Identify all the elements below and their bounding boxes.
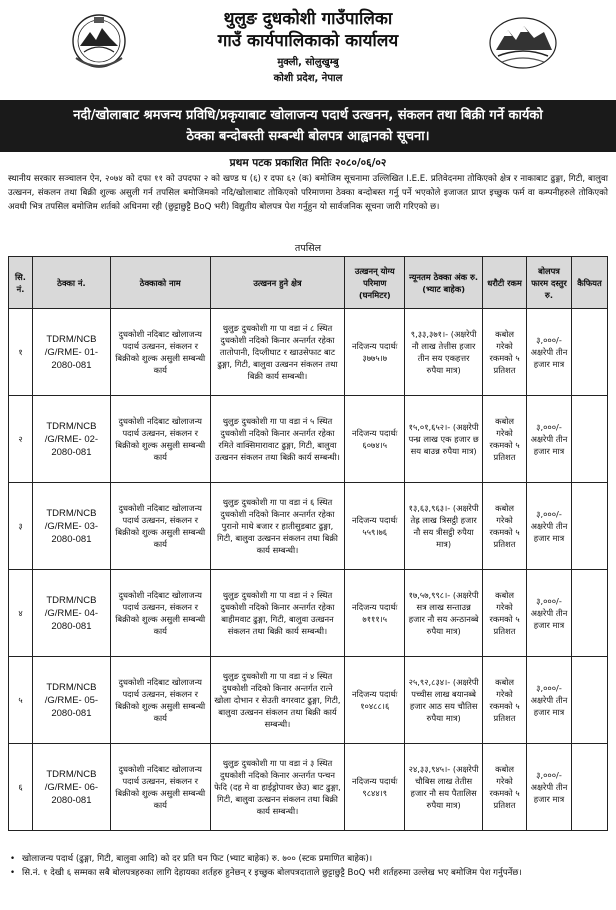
row-form-fee: ३,०००/- अक्षरेपी तीन हजार मात्र (527, 570, 572, 657)
row-area: थुलुङ दुधकोशी गा पा वडा नं २ स्थित दुधकोशी नदिको किनार अन्तर्गत रहेका बाहीमवाट ढुङ्गा, गिटी, बालुवा उत्खनन संकलन तथा बिक्री कार्य सम्बन्धी। (210, 570, 345, 657)
row-remarks (571, 309, 607, 396)
row-contract-no: TDRM/NCB /G/RME- 05-2080-081 (32, 657, 110, 744)
row-sn: ६ (9, 744, 33, 831)
header-remarks: कैफियत (571, 257, 607, 309)
row-min-amount: २५,९२,८३४।- (अक्षरेपी पच्चीस लाख बयानब्बे हजार आठ सय चौतिस रुपैया मात्र) (405, 657, 483, 744)
row-area: थुलुङ दुधकोशी गा पा वडा नं ३ स्थित दुधकोशी नदिको किनार अन्तर्गत पन्चन फेदि (दह मे वा हाईड्रोपावर छेउ) बाट ढुङ्गा, गिटी, बालुवा उत्खनन संकलन तथा बिक्री कार्य सम्बन्धी। (210, 744, 345, 831)
header-contract-name: ठेक्काको नाम (110, 257, 210, 309)
publication-date: प्रथम पटक प्रकाशित मितिः २०८०/०६/०२ (229, 157, 387, 169)
header-deposit: धरौटी रकम (483, 257, 527, 309)
contracts-table (8, 256, 608, 831)
row-min-amount: ९,३३,३७१।- (अक्षरेपी नौ लाख तेत्तीस हजार तीन सय एकहत्तर रुपैया मात्र) (405, 309, 483, 396)
schedule-label: तपसिल (294, 243, 322, 254)
row-quantity: नदिजन्य पदार्थः १०४८८।६ (345, 657, 405, 744)
row-form-fee: ३,०००/- अक्षरेपी तीन हजार मात्र (527, 309, 572, 396)
note-item: • सि.नं. १ देखी ६ सम्मका सबै बोलपत्रहरुका लागि देहायका शर्तहरु हुनेछन् र इच्छुक बोलपत्रदाताले छुट्टाछुट्टै BoQ भरी शर्तहरुमा उल्लेख भए बमोजिम पेश गर्नुपर्नेछ। (8, 866, 608, 880)
row-remarks (571, 396, 607, 483)
row-remarks (571, 570, 607, 657)
row-min-amount: २४,३३,९४५।- (अक्षरेपी चौबिस लाख तेतीस हजार नौ सय पैतालिस रुपैया मात्र) (405, 744, 483, 831)
row-area: थुलुङ दुधकोशी गा पा वडा नं ४ स्थित दुधकोशी नदिको किनार अन्तर्गत रात्ने खोला दोभान र सेउती वगरवाट ढुङ्गा, गिटी, बालुवा उत्खनन संकलन तथा बिक्री कार्य सम्बन्धी। (210, 657, 345, 744)
header-sn: सि. नं. (9, 257, 33, 309)
row-remarks (571, 483, 607, 570)
row-remarks (571, 744, 607, 831)
letterhead (0, 0, 616, 100)
row-quantity: नदिजन्य पदार्थः ७१११।५ (345, 570, 405, 657)
row-area: थुलुङ दुधकोशी गा पा वडा नं ५ स्थित दुधकोशी नदिको किनार अन्तर्गत रहेका रमिते वाक्सिमारावाट ढुङ्गा, गिटी, बालुवा उत्खनन संकलन तथा बिक्री कार्य सम्बन्धी। (210, 396, 345, 483)
row-deposit: कबोल गरेको रकमको ५ प्रतिशत (483, 744, 527, 831)
row-contract-name: दुधकोशी नदिबाट खोलाजन्य पदार्थ उत्खनन, संकलन र बिक्रीको शुल्क असुली सम्बन्धी कार्य (110, 396, 210, 483)
row-deposit: कबोल गरेको रकमको ५ प्रतिशत (483, 309, 527, 396)
row-contract-name: दुधकोशी नदिबाट खोलाजन्य पदार्थ उत्खनन, संकलन र बिक्रीको शुल्क असुली सम्बन्धी कार्य (110, 657, 210, 744)
header-min-amount: न्यूनतम ठेक्का अंक रु. (भ्याट बाहेक) (405, 257, 483, 309)
header-form-fee: बोलपत्र फारम दस्तुर रु. (527, 257, 572, 309)
row-contract-no: TDRM/NCB /G/RME- 03-2080-081 (32, 483, 110, 570)
row-contract-name: दुधकोशी नदिबाट खोलाजन्य पदार्थ उत्खनन, संकलन र बिक्रीको शुल्क असुली सम्बन्धी कार्य (110, 309, 210, 396)
row-min-amount: १७,५७,९९८।- (अक्षरेपी सत्र लाख सन्ताउन्न हजार नौ सय अन्ठानब्बे रुपैया मात्र) (405, 570, 483, 657)
table-row (9, 570, 608, 657)
table-row (9, 396, 608, 483)
row-quantity: नदिजन्य पदार्थः ६०७४।५ (345, 396, 405, 483)
intro-paragraph: स्थानीय सरकार सञ्चालन ऐन, २०७४ को दफा ११ को उपदफा २ को खण्ड घ (६) र दफा ६२ (क) बमोजिम सूचनामा उल्लिखित I.E.E. प्रतिवेदनमा तोकिएको क्षेत्र र नाकाबाट ढुङ्गा, गिटी, बालुवा उत्खनन, संकलन तथा बिक्री शुल्क असुली गर्न तपसिल बमोजिमको नदि/खोलाबाट तोकिएको परिमाणमा ठेक्का बन्दोबस्त गर्नु पर्ने भएकोले इजाजत प्राप्त इच्छुक फर्म वा कम्पनीहरुले तोकिएको अवधी भित्र तपसिल बमोजिम शर्तको अधिनमा रही (छुट्टाछुट्टै BoQ भरी) विद्युतीय बोलपत्र पेश गर्नुहुन यो सार्वजनिक सूचना जारी गरिएको छ। (8, 174, 608, 212)
row-area: थुलुङ दुधकोशी गा पा वडा नं ६ स्थित दुधकोशी नदिको किनार अन्तर्गत रहेका पुरानो माथे बजार र हातीसुडबाट ढुङ्गा, गिटी, बालुवा उत्खनन संकलन तथा बिक्री कार्य सम्बन्धी। (210, 483, 345, 570)
row-form-fee: ३,०००/- अक्षरेपी तीन हजार मात्र (527, 657, 572, 744)
notice-title-line1: नदी/खोलाबाट श्रमजन्य प्रविधि/प्रकृयाबाट खोलाजन्य पदार्थ उत्खनन, संकलन तथा बिक्री गर्ने कार्यको (73, 108, 543, 123)
row-contract-name: दुधकोशी नदिबाट खोलाजन्य पदार्थ उत्खनन, संकलन र बिक्रीको शुल्क असुली सम्बन्धी कार्य (110, 744, 210, 831)
row-form-fee: ३,०००/- अक्षरेपी तीन हजार मात्र (527, 396, 572, 483)
row-min-amount: १३,६३,९६३।- (अक्षरेपी तेह्र लाख त्रिसट्ठी हजार नौ सय त्रीसट्ठी रुपैया मात्र) (405, 483, 483, 570)
header-contract-no: ठेक्का नं. (32, 257, 110, 309)
table-row (9, 744, 608, 831)
row-min-amount: १५,०१,६५२।- (अक्षरेपी पन्ध्र लाख एक हजार छ सय बाउन्न रुपैया मात्र) (405, 396, 483, 483)
office-name: गाउँ कार्यपालिकाको कार्यालय (217, 31, 399, 51)
table-row (9, 483, 608, 570)
row-remarks (571, 657, 607, 744)
row-form-fee: ३,०००/- अक्षरेपी तीन हजार मात्र (527, 744, 572, 831)
row-quantity: नदिजन्य पदार्थः ९८४४।९ (345, 744, 405, 831)
row-deposit: कबोल गरेको रकमको ५ प्रतिशत (483, 483, 527, 570)
row-contract-name: दुधकोशी नदिबाट खोलाजन्य पदार्थ उत्खनन, संकलन र बिक्रीको शुल्क असुली सम्बन्धी कार्य (110, 570, 210, 657)
table-row (9, 309, 608, 396)
office-address: मुक्ली, सोलुखुम्बु (277, 57, 339, 68)
header-area: उत्खनन हुने क्षेत्र (210, 257, 345, 309)
row-contract-no: TDRM/NCB /G/RME- 06-2080-081 (32, 744, 110, 831)
row-contract-no: TDRM/NCB /G/RME- 04-2080-081 (32, 570, 110, 657)
municipality-name: थुलुङ दुधकोशी गाउँपालिका (223, 9, 393, 29)
notes-section (8, 852, 608, 880)
province-name: कोशी प्रदेश, नेपाल (273, 73, 343, 84)
row-sn: २ (9, 396, 33, 483)
notice-title-line2: ठेक्का बन्दोबस्ती सम्बन्धी बोलपत्र आह्वानको सूचना। (186, 129, 430, 144)
municipality-logo-icon (488, 16, 558, 70)
row-contract-no: TDRM/NCB /G/RME- 01-2080-081 (32, 309, 110, 396)
row-quantity: नदिजन्य पदार्थः ३७७५।७ (345, 309, 405, 396)
row-sn: ४ (9, 570, 33, 657)
table-row (9, 657, 608, 744)
row-deposit: कबोल गरेको रकमको ५ प्रतिशत (483, 570, 527, 657)
row-contract-no: TDRM/NCB /G/RME- 02-2080-081 (32, 396, 110, 483)
row-area: थुलुङ दुधकोशी गा पा वडा नं ८ स्थित दुधकोशी नदिको किनार अन्तर्गत रहेका तातोपानी, दिप्लीघाट र खाउसेफाट बाट ढुङ्गा, गिटी, बालुवा उत्खनन संकलन तथा बिक्री कार्य सम्बन्धी। (210, 309, 345, 396)
row-deposit: कबोल गरेको रकमको ५ प्रतिशत (483, 657, 527, 744)
table-header-row (9, 257, 608, 309)
header-quantity: उत्खनन् योग्य परिमाण (घनमिटर) (345, 257, 405, 309)
row-sn: ५ (9, 657, 33, 744)
row-sn: ३ (9, 483, 33, 570)
row-deposit: कबोल गरेको रकमको ५ प्रतिशत (483, 396, 527, 483)
row-quantity: नदिजन्य पदार्थः ५५९।७६ (345, 483, 405, 570)
row-form-fee: ३,०००/- अक्षरेपी तीन हजार मात्र (527, 483, 572, 570)
note-item: • खोलाजन्य पदार्थ (ढुङ्गा, गिटी, बालुवा आदि) को दर प्रति घन फिट (भ्याट बाहेक) रु. ७०० (स्टक प्रमाणित बाहेक)। (8, 852, 608, 866)
row-contract-name: दुधकोशी नदिबाट खोलाजन्य पदार्थ उत्खनन, संकलन र बिक्रीको शुल्क असुली सम्बन्धी कार्य (110, 483, 210, 570)
notice-title-banner (0, 100, 616, 152)
row-sn: १ (9, 309, 33, 396)
